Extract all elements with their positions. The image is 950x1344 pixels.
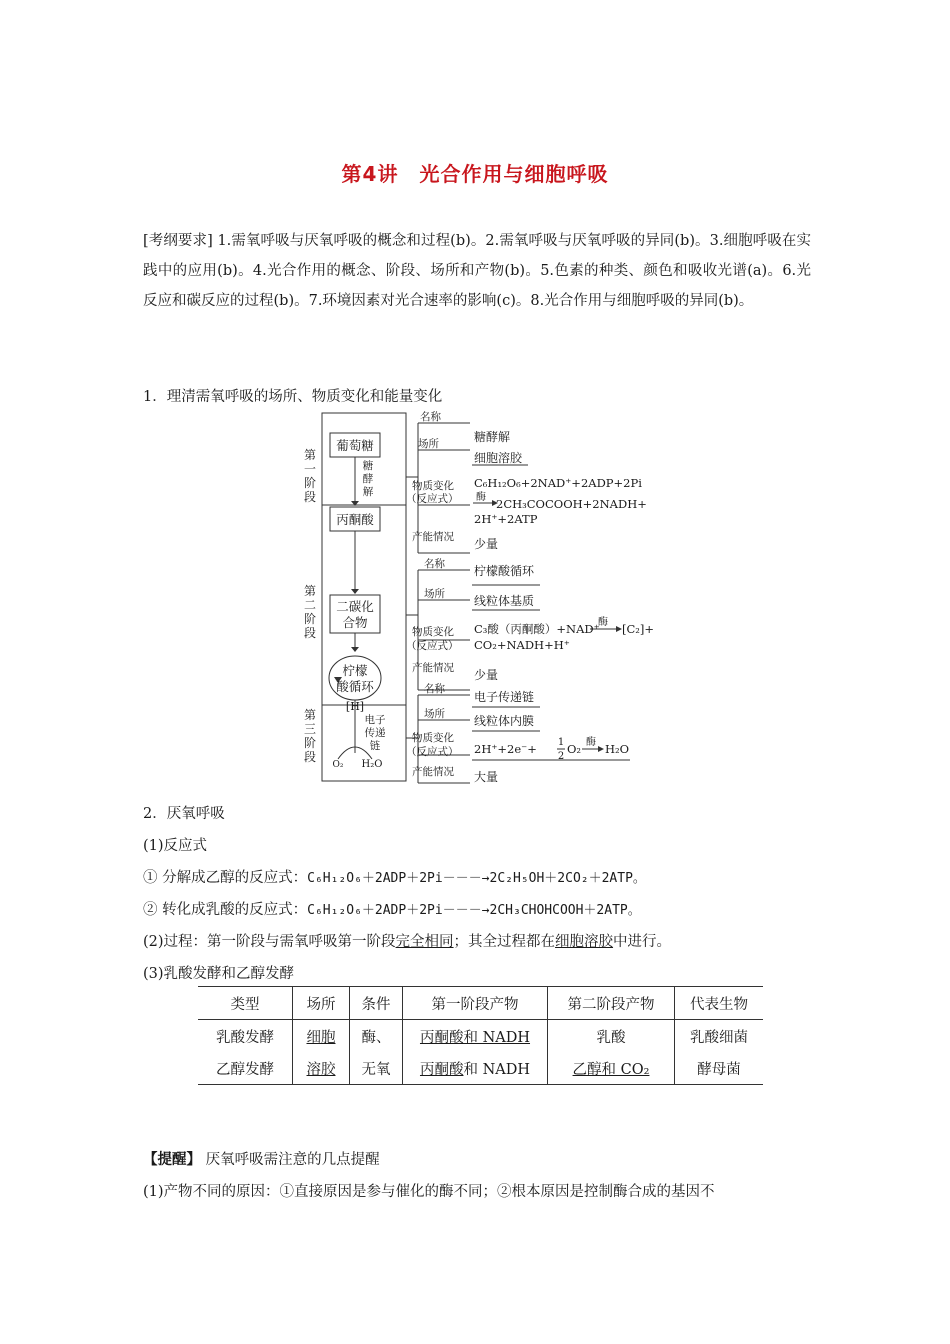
stage2-energy-label: 产能情况 [412,662,454,674]
stage1-change-label-a: 物质变化 [412,480,454,492]
table-cell-underlined: 丙酮酸 [419,1061,464,1078]
stage1-label-4: 段 [304,490,317,504]
two-carbon-text-b: 合物 [342,615,368,630]
stage1-place-value: 细胞溶胶 [474,451,523,465]
table-header: 代表生物 [675,987,764,1020]
stage1-label-2: 一 [304,462,317,476]
process-text-a: (2)过程：第一阶段与需氧呼吸第一阶段 [143,934,396,950]
stage2-eq2: CO₂+NADH+H⁺ [474,638,570,652]
stage3-frac-den: 2 [557,751,565,762]
etc-text-a: 电子 [364,714,386,726]
tip-heading-line [143,1148,380,1169]
stage2-label-3: 阶 [304,612,317,626]
stage1-label-3: 阶 [304,476,317,490]
table-cell: 乳酸 [548,1020,675,1053]
stage1-eq1: C₆H₁₂O₆+2NAD⁺+2ADP+2Pi [474,476,642,490]
tip-tag: 【提醒】 [143,1151,201,1168]
glycolysis-text-3: 解 [362,486,374,498]
citric-text-a: 柠檬 [342,663,368,678]
stage3-place-value: 线粒体内膜 [474,714,535,728]
lactic-equation-label: ② 转化成乳酸的反应式： [143,902,308,918]
stage1-enzyme: 酶 [476,492,486,503]
stage3-energy-label: 产能情况 [412,766,454,778]
stage3-name-label: 名称 [424,683,445,695]
table-cell-rest: 和 NADH [463,1061,531,1078]
requirements-paragraph [143,226,811,316]
stage2-change-label-a: 物质变化 [412,626,454,638]
table-row [198,1020,763,1053]
stage3-eq-a: 2H⁺+2e⁻+ [474,742,537,756]
glycolysis-text-2: 酵 [362,473,374,485]
stage1-eq3: 2H⁺+2ATP [474,512,538,526]
stage2-name-value: 柠檬酸循环 [474,564,535,578]
stage3-label-2: 三 [304,722,317,736]
h2o-text: H₂O [361,759,383,770]
table-header-row [198,987,763,1020]
citric-text-b: 酸循环 [336,679,374,694]
stage1-name-value: 糖酵解 [474,430,511,444]
ethanol-equation-text: C₆H₁₂O₆＋2ADP＋2Pi－－－→2C₂H₅OH＋2CO₂＋2ATP。 [307,871,646,886]
stage1-change-label-b: （反应式） [406,493,459,505]
stage2-label-1: 第 [304,584,317,598]
stage2-label-4: 段 [304,626,317,640]
stage3-frac-num: 1 [557,737,565,748]
ethanol-equation [143,866,646,887]
glycolysis-text-1: 糖 [362,460,374,472]
process-answer-2: 细胞溶胶 [555,934,614,950]
stage3-label-1: 第 [304,708,317,722]
section2-sub1: (1)反应式 [143,838,208,854]
two-carbon-text-a: 二碳化 [336,599,374,614]
h-text: [H] [345,700,365,713]
table-cell [403,1052,548,1085]
stage2-eq1a: C₃酸（丙酮酸）+NAD⁺ [474,622,600,636]
process-line [143,930,671,951]
glucose-text: 葡萄糖 [336,438,374,453]
lesson-title: 第4讲 光合作用与细胞呼吸 [341,162,609,186]
o2-text: O₂ [332,760,344,770]
process-text-c: 中进行。 [613,934,672,950]
etc-text-b: 传递 [364,727,386,739]
stage3-eq-c: H₂O [605,742,630,756]
tip-heading: 厌氧呼吸需注意的几点提醒 [205,1152,380,1168]
stage1-name-label: 名称 [420,411,441,423]
stage2-label-2: 二 [304,598,317,612]
stage3-energy-value: 大量 [474,770,499,784]
table-cell: 细胞 [293,1020,350,1053]
stage3-enzyme: 酶 [586,737,596,748]
table-header: 场所 [293,987,350,1020]
stage3-change-label-b: （反应式） [406,746,459,758]
etc-text-c: 链 [369,740,381,752]
tip-line-1: (1)产物不同的原因：①直接原因是参与催化的酶不同；②根本原因是控制酶合成的基因不 [143,1184,715,1200]
table-cell: 丙酮酸和 NADH [403,1020,548,1053]
stage2-energy-value: 少量 [474,668,499,682]
stage2-change-label-b: （反应式） [406,640,459,652]
stage1-energy-value: 少量 [474,537,499,551]
table-header: 第二阶段产物 [548,987,675,1020]
section2-sub3: (3)乳酸发酵和乙醇发酵 [143,966,295,982]
fermentation-table [198,986,763,1085]
pyruvate-text: 丙酮酸 [336,512,374,527]
stage2-place-value: 线粒体基质 [474,594,535,608]
stage3-name-value: 电子传递链 [474,690,535,704]
stage3-eq-b: O₂ [567,742,582,756]
ethanol-equation-label: ① 分解成乙醇的反应式： [143,870,308,886]
stage3-label-4: 段 [304,750,317,764]
table-header: 类型 [198,987,293,1020]
lactic-equation [143,898,641,919]
aerobic-respiration-diagram [300,405,660,790]
stage2-eq1b: [C₂]+ [622,622,655,636]
stage3-label-3: 阶 [304,736,317,750]
table-row [198,1052,763,1085]
table-cell: 酶、 [350,1020,403,1053]
stage1-label-1: 第 [304,448,317,462]
table-cell: 酵母菌 [675,1052,764,1085]
requirements-tag: [考纲要求] [143,233,213,249]
table-cell: 乳酸发酵 [198,1020,293,1053]
requirements-text: 1.需氧呼吸与厌氧呼吸的概念和过程(b)。2.需氧呼吸与厌氧呼吸的异同(b)。3.细胞呼吸在实践中的应用(b)。4.光合作用的概念、阶段、场所和产物(b)。5.色素的种类、颜色和吸收光谱(a)。6.光反应和碳反应的过程(b)。7.环境因素对光合速率的影响(c)。8.光合作用与细胞呼吸的异同(b)。 [143,233,811,309]
process-text-b: ；其全过程都在 [453,934,556,950]
table-cell: 溶胶 [293,1052,350,1085]
table-header: 第一阶段产物 [403,987,548,1020]
table-header: 条件 [350,987,403,1020]
stage3-place-label: 场所 [424,708,445,720]
table-cell: 无氧 [350,1052,403,1085]
stage1-place-label: 场所 [418,438,439,450]
section2-heading: 2．厌氧呼吸 [143,806,225,822]
stage2-place-label: 场所 [424,588,445,600]
lactic-equation-text: C₆H₁₂O₆＋2ADP＋2Pi－－－→2CH₃CHOHCOOH＋2ATP。 [307,903,641,918]
stage2-name-label: 名称 [424,558,445,570]
table-cell: 乳酸细菌 [690,1029,748,1046]
section1-heading: 1．理清需氧呼吸的场所、物质变化和能量变化 [143,389,443,405]
stage1-energy-label: 产能情况 [412,531,454,543]
stage2-enzyme: 酶 [598,617,608,628]
stage1-eq2: 2CH₃COCOOH+2NADH+ [496,497,647,511]
table-cell: 乙醇和 CO₂ [548,1052,675,1085]
table-cell: 乙醇发酵 [198,1052,293,1085]
stage3-change-label-a: 物质变化 [412,732,454,744]
process-answer-1: 完全相同 [395,934,454,950]
